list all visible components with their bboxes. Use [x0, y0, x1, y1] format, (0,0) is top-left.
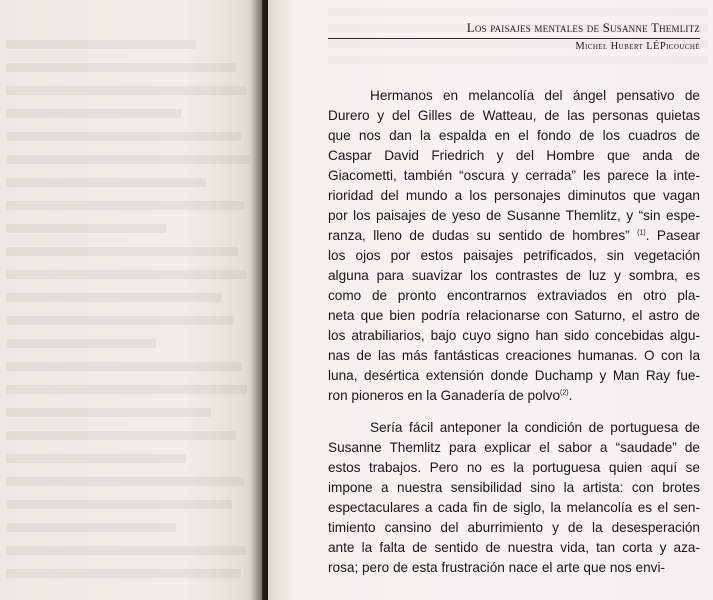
ghost-line	[6, 293, 221, 302]
line-text: Caspar David Friedrich y del Hombre que anda de	[328, 148, 700, 163]
ghost-line	[6, 316, 234, 325]
line-text: Durero y del Gilles de Watteau, de las personas quietas	[328, 108, 700, 123]
line-text: los atrabiliarios, bajo cuyo signo han sido concebidas algu-	[328, 328, 700, 343]
author-name: Michel Hubert LÉPicouché	[575, 41, 700, 52]
ghost-line	[6, 523, 176, 532]
text-line	[328, 346, 700, 366]
ghost-line	[6, 86, 246, 95]
text-line	[328, 458, 700, 478]
ghost-line	[6, 431, 236, 440]
paragraph-1	[328, 86, 700, 406]
text-line	[328, 306, 700, 326]
line-text: que nos dan la espalda en el fondo de los cuadros de	[328, 128, 700, 143]
text-line	[328, 438, 700, 458]
text-line	[328, 226, 700, 246]
text-line	[328, 558, 700, 578]
paragraph-2	[328, 418, 700, 578]
text-line	[328, 266, 700, 286]
ghost-line	[6, 40, 196, 49]
text-line	[328, 166, 700, 186]
line-text: impone a nuestra sensibilidad sino la artista: con brotes	[328, 480, 700, 495]
ghost-line	[6, 109, 181, 118]
left-page	[0, 0, 262, 600]
ghost-line	[6, 155, 251, 164]
text-line	[328, 386, 700, 406]
line-text: ante la falta de sentido de nuestra vida, tan corta y aza-	[328, 540, 700, 555]
ghost-line	[6, 454, 186, 463]
right-page	[268, 0, 713, 600]
line-text-tail: . Pasear	[645, 228, 701, 243]
line-text: luna, desértica extensión donde Duchamp y Man Ray fue-	[328, 368, 700, 383]
line-text: nas de las más fantásticas creaciones humanas. O con la	[328, 348, 700, 363]
line-text: Hermanos en melancolía del ángel pensativo de	[370, 88, 700, 103]
ghost-line	[6, 132, 241, 141]
ghost-line	[6, 546, 246, 555]
show-through-texture-right	[328, 0, 708, 80]
line-text: los ojos por estos paisajes petrificados, sin vegetación	[328, 248, 700, 263]
text-line	[328, 538, 700, 558]
text-line	[328, 106, 700, 126]
line-text: rioridad del mundo a los personajes diminutos que vagan	[328, 188, 700, 203]
line-text: rosa; pero de esta frustración nace el arte que nos envi-	[328, 560, 666, 575]
text-line	[328, 518, 700, 538]
line-text: espectaculares a cada fin de siglo, la melancolía es el sen-	[328, 500, 700, 515]
line-text-tail: .	[568, 388, 573, 403]
text-line	[328, 146, 700, 166]
ghost-line	[6, 270, 246, 279]
ghost-line	[6, 63, 236, 72]
line-text: ranza, lleno de dudas su sentido de hombres”	[328, 228, 638, 243]
line-text: alguna para suavizar los contrastes de luz y sombra, es	[328, 268, 700, 283]
line-text: estos trabajos. Pero no es la portuguesa quien aquí se	[328, 460, 700, 475]
ghost-line	[6, 385, 247, 394]
ghost-line	[6, 477, 244, 486]
line-text: Susanne Themlitz para explicar el sabor a “saudade” de	[328, 440, 700, 455]
text-line	[328, 86, 700, 106]
footnote-ref[interactable]: (2)	[560, 389, 569, 397]
line-text: como de pronto encontrarnos extraviados en otro pla-	[328, 288, 700, 303]
ghost-line	[6, 178, 206, 187]
text-line	[328, 498, 700, 518]
line-text: neta que bien podría relacionarse con Saturno, el astro de	[328, 308, 700, 323]
ghost-line	[6, 500, 232, 509]
header-rule	[328, 38, 700, 39]
ghost-line	[6, 247, 238, 256]
ghost-line	[6, 569, 241, 578]
footnote-ref[interactable]: (1)	[637, 229, 646, 237]
text-line	[328, 326, 700, 346]
running-title: Los paisajes mentales de Susanne Themlitz	[466, 20, 700, 35]
line-text: ron pioneros en la Ganadería de polvo	[328, 388, 561, 403]
ghost-line	[6, 362, 242, 371]
line-text: por los paisajes de yeso de Susanne Themlitz, y “sin espe-	[328, 208, 700, 223]
text-line	[328, 206, 700, 226]
text-line	[328, 126, 700, 146]
text-line	[328, 186, 700, 206]
text-line	[328, 366, 700, 386]
text-line	[328, 478, 700, 498]
line-text: Sería fácil anteponer la condición de portuguesa de	[370, 420, 700, 435]
line-text: Giacometti, también “oscura y cerrada” les parece la inte-	[328, 168, 700, 183]
ghost-line	[6, 201, 244, 210]
text-line	[328, 246, 700, 266]
ghost-line	[6, 224, 166, 233]
text-line	[328, 286, 700, 306]
ghost-line	[6, 339, 156, 348]
line-text: timiento cansino del aburrimiento y de la desesperación	[328, 520, 700, 535]
text-line	[328, 418, 700, 438]
ghost-line	[6, 408, 211, 417]
